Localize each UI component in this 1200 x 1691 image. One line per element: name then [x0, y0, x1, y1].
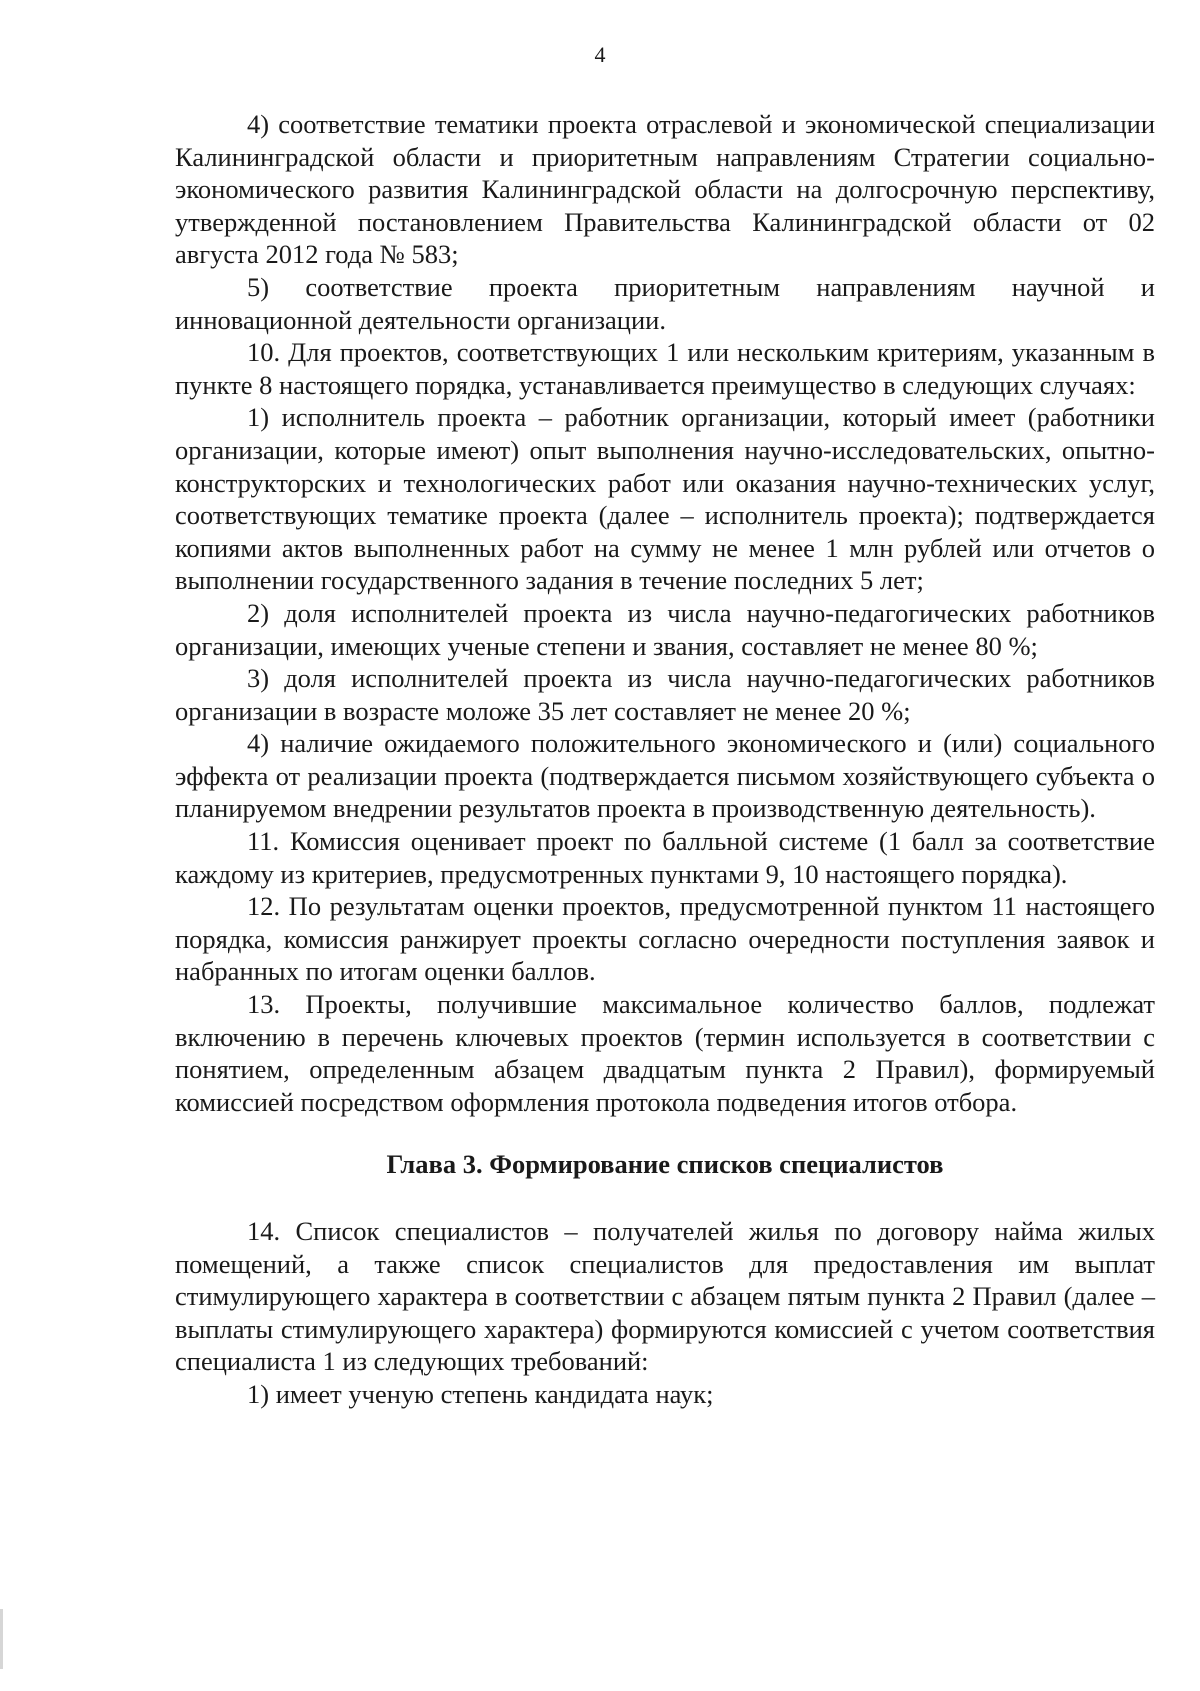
- scan-edge-mark: [0, 1609, 3, 1669]
- chapter-heading: Глава 3. Формирование списков специалистов: [386, 1149, 944, 1180]
- paragraph-requirement-1: 1) имеет ученую степень кандидата наук;: [247, 1378, 714, 1409]
- paragraph-item-14: 14. Список специалистов – получателей жилья по договору найма жилых помещений, а также список специалистов для предоставления им выплат стимулирующего характера в соответствии с абзацем пятым пункта 2 Правил (далее – выплаты стимулирующего характера) формируются комиссией с учетом соответствия специалиста 1 из следующих требований:: [175, 1216, 1155, 1377]
- document-body: [175, 108, 1155, 1411]
- paragraph-advantage-2: 2) доля исполнителей проекта из числа научно-педагогических работников организации, имеющих ученые степени и звания, составляет не менее 80 %;: [175, 597, 1155, 661]
- page-number: 4: [594, 42, 606, 67]
- paragraph-item-11: 11. Комиссия оценивает проект по балльной системе (1 балл за соответствие каждому из критериев, предусмотренных пунктами 9, 10 настоящего порядка).: [175, 826, 1155, 889]
- paragraph-item-10: 10. Для проектов, соответствующих 1 или нескольким критериям, указанным в пункте 8 настоящего порядка, устанавливается преимущество в следующих случаях:: [175, 337, 1155, 400]
- paragraph-criterion-4: 4) соответствие тематики проекта отраслевой и экономической специализации Калининградской области и приоритетным направлениям Стратегии социально-экономического развития Калининградской области на долгосрочную перспективу, утвержденной постановлением Правительства Калининградской области от 02 августа 2012 года № 583;: [175, 109, 1155, 270]
- paragraph-item-13: 13. Проекты, получившие максимальное количество баллов, подлежат включению в перечень ключевых проектов (термин используется в соответствии с понятием, определенным абзацем двадцатым пункта 2 Правил), формируемый комиссией посредством оформления протокола подведения итогов отбора.: [175, 989, 1155, 1117]
- paragraph-item-12: 12. По результатам оценки проектов, предусмотренной пунктом 11 настоящего порядка, комиссия ранжирует проекты согласно очередности поступления заявок и набранных по итогам оценки баллов.: [175, 891, 1155, 987]
- paragraph-criterion-5: 5) соответствие проекта приоритетным направлениям научной и инновационной деятельности организации.: [175, 271, 1155, 335]
- paragraph-advantage-3: 3) доля исполнителей проекта из числа научно-педагогических работников организации в возрасте моложе 35 лет составляет не менее 20 %;: [175, 663, 1155, 726]
- paragraph-advantage-4: 4) наличие ожидаемого положительного экономического и (или) социального эффекта от реализации проекта (подтверждается письмом хозяйствующего субъекта о планируемом внедрении результатов проекта в производственную деятельность).: [175, 728, 1155, 824]
- paragraph-advantage-1: 1) исполнитель проекта – работник организации, который имеет (работники организации, которые имеют) опыт выполнения научно-исследовательских, опытно-конструкторских и технологических работ или оказания научно-технических услуг, соответствующих тематике проекта (далее – исполнитель проекта); подтверждается копиями актов выполненных работ на сумму не менее 1 млн рублей или отчетов о выполнении государственного задания в течение последних 5 лет;: [175, 402, 1155, 596]
